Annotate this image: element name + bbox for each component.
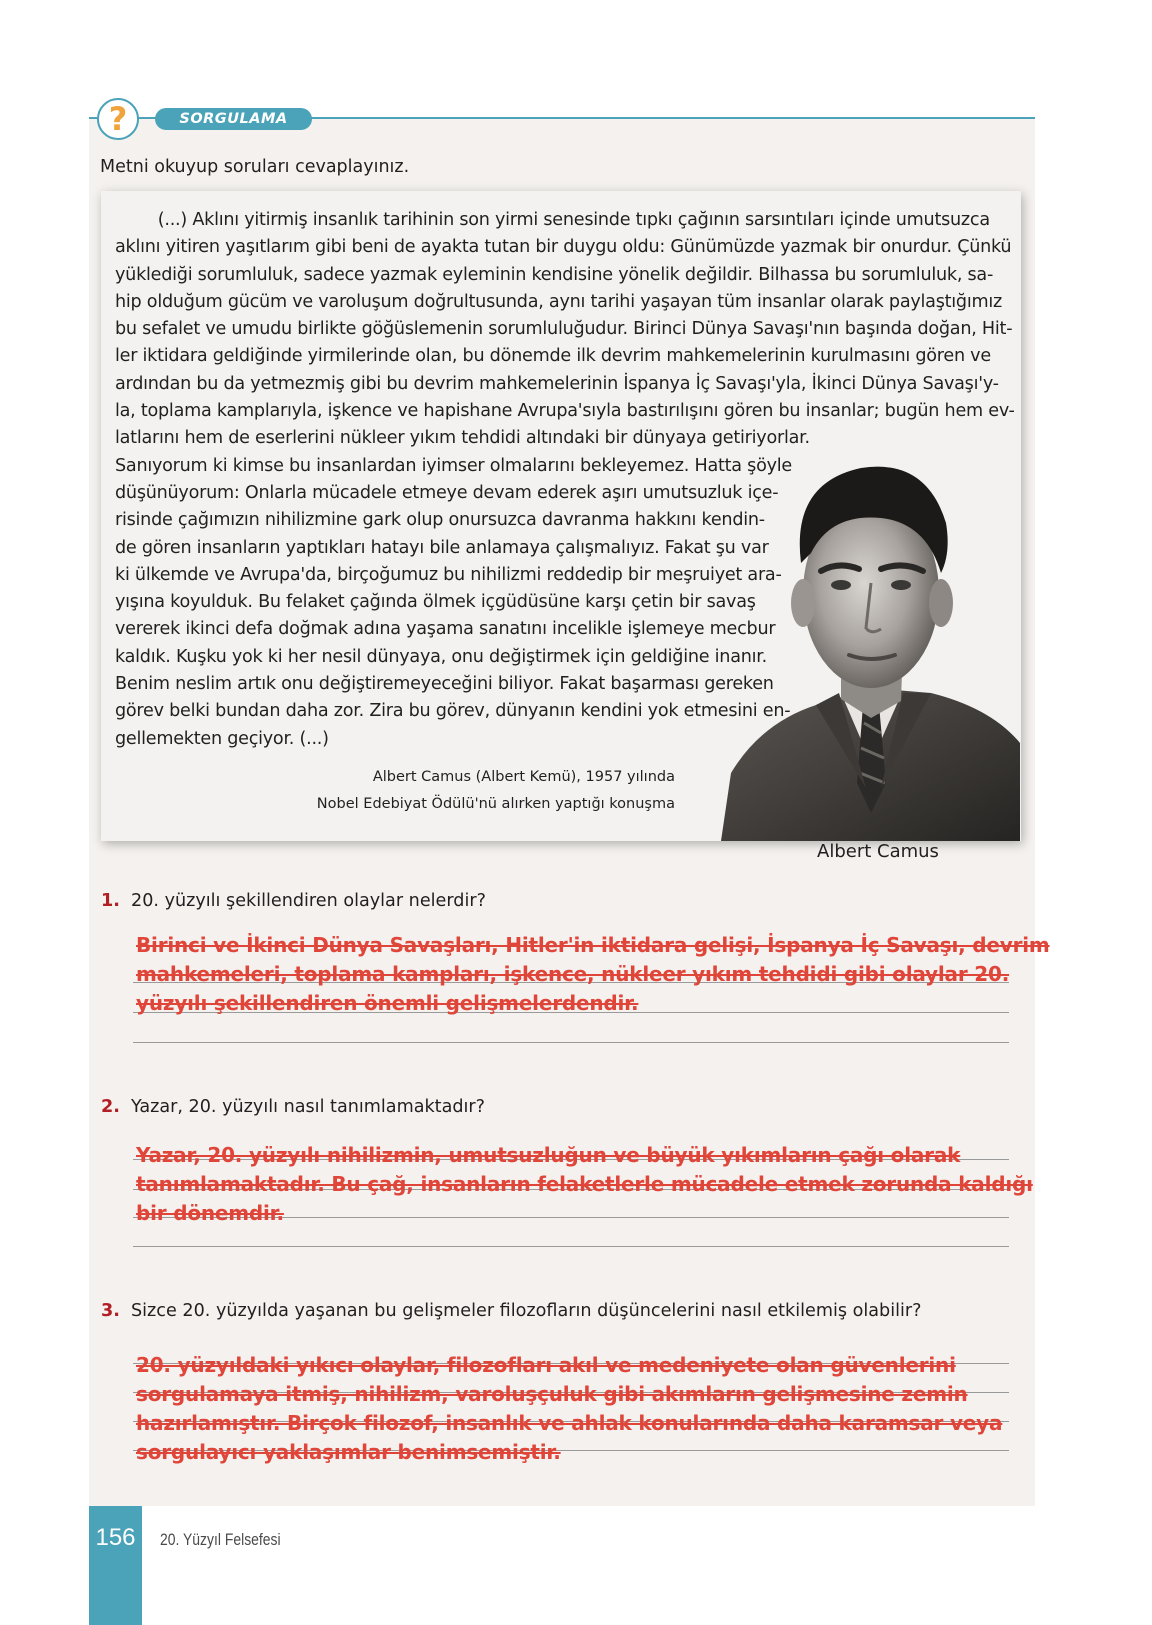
answer-line: sorgulayıcı yaklaşımlar benimsemiştir.	[136, 1440, 561, 1464]
passage-line: Sanıyorum ki kimse bu insanlardan iyimser olmalarını bekleyemez. Hatta şöyle	[115, 455, 792, 476]
passage-line: düşünüyorum: Onlarla mücadele etmeye devam ederek aşırı umutsuzluk içe-	[115, 482, 779, 503]
question-text: Sizce 20. yüzyılda yaşanan bu gelişmeler filozofların düşüncelerini nasıl etkilemiş olabilir?	[131, 1301, 922, 1321]
answer-line: bir dönemdir.	[136, 1201, 284, 1225]
source-line: Nobel Edebiyat Ödülü'nü alırken yaptığı konuşma	[316, 796, 675, 812]
author-portrait	[721, 443, 1020, 841]
question-text: 20. yüzyılı şekillendiren olaylar nelerdir?	[131, 891, 486, 911]
passage-card	[101, 191, 1021, 841]
question-mark-icon: ?	[97, 98, 139, 140]
passage-line: (...) Aklını yitirmiş insanlık tarihinin son yirmi senesinde tıpkı çağının sarsıntıları içinde umutsuzca	[115, 210, 990, 230]
answer-rule	[133, 1042, 1009, 1043]
instruction-text: Metni okuyup soruları cevaplayınız.	[100, 157, 410, 177]
photo-caption: Albert Camus	[817, 841, 939, 862]
answer-line: Birinci ve İkinci Dünya Savaşları, Hitler'in iktidara gelişi, İspanya İç Savaşı, devrim	[136, 933, 1050, 957]
passage-line: gellemekten geçiyor. (...)	[115, 728, 329, 749]
answer-line: Yazar, 20. yüzyılı nihilizmin, umutsuzluğun ve büyük yıkımların çağı olarak	[136, 1143, 961, 1167]
answer-line: sorgulamaya itmiş, nihilizm, varoluşçuluk gibi akımların gelişmesine zemin	[136, 1382, 968, 1406]
passage-line: Benim neslim artık onu değiştiremeyeceğini biliyor. Fakat başarması gereken	[115, 674, 774, 695]
passage-line: hip olduğum gücüm ve varoluşum doğrultusunda, aynı tarihi yaşayan tüm insanlar olarak paylaştığımız	[115, 291, 1002, 312]
passage-line: ardından bu da yetmezmiş gibi bu devrim mahkemelerinin İspanya İç Savaşı'yla, İkinci Dünya Savaşı'y-	[115, 373, 999, 394]
chapter-title: 20. Yüzyıl Felsefesi	[160, 1530, 281, 1549]
question-2	[101, 1097, 485, 1117]
passage-line: la, toplama kamplarıyla, işkence ve hapishane Avrupa'sıyla bastırılışını gören bu insanlar; bugün hem ev-	[115, 401, 1015, 422]
passage-line: yüklediği sorumluluk, sadece yazmak eyleminin kendisine yönelik değildir. Bilhassa bu sorumluluk, sa-	[115, 264, 994, 285]
passage-line: ler iktidara geldiğinde yirmilerinde olan, bu dönemde ilk devrim mahkemelerinin kurulmasını gören ve	[115, 346, 991, 367]
question-number: 1.	[101, 891, 120, 911]
passage-line: aklını yitiren yaşıtlarım gibi beni de ayakta tutan bir duygu oldu: Günümüzde yazmak bir onurdur. Çünkü	[115, 237, 1012, 258]
question-1	[101, 891, 486, 911]
answer-line: 20. yüzyıldaki yıkıcı olaylar, filozofları akıl ve medeniyete olan güvenlerini	[136, 1353, 956, 1377]
passage-line: risinde çağımızın nihilizmine gark olup onursuzca davranma hakkını kendin-	[115, 510, 765, 531]
passage-line: kaldık. Kuşku yok ki her nesil dünyaya, onu değiştirmek için geldiğine inanır.	[115, 646, 767, 667]
answer-line: tanımlamaktadır. Bu çağ, insanların felaketlerle mücadele etmek zorunda kaldığı	[136, 1172, 1033, 1196]
passage-line: bu sefalet ve umudu birlikte göğüslemenin sorumluluğudur. Birinci Dünya Savaşı'nın başında doğan, Hit-	[115, 319, 1013, 340]
section-label: SORGULAMA	[155, 108, 312, 130]
question-text: Yazar, 20. yüzyılı nasıl tanımlamaktadır?	[131, 1097, 485, 1117]
passage-line: yışına koyulduk. Bu felaket çağında ölmek içgüdüsüne karşı çetin bir savaş	[115, 592, 756, 613]
passage-line: ki ülkemde ve Avrupa'da, birçoğumuz bu nihilizmi reddedip bir meşruiyet ara-	[115, 564, 782, 585]
answer-rule	[133, 1246, 1009, 1247]
answer-line: yüzyılı şekillendiren önemli gelişmelerdendir.	[136, 991, 639, 1015]
page-number: 156	[95, 1524, 136, 1551]
passage-line: de gören insanların yaptıkları hatayı bile anlamaya çalışmalıyız. Fakat şu var	[115, 537, 769, 558]
source-line: Albert Camus (Albert Kemü), 1957 yılında	[372, 769, 675, 785]
passage-line: latlarını hem de eserlerini nükleer yıkım tehdidi altındaki bir dünyaya getiriyorlar.	[115, 428, 810, 449]
passage-line: vererek ikinci defa doğmak adına yaşama sanatını incelikle işlemeye mecbur	[115, 619, 776, 640]
answer-line: mahkemeleri, toplama kampları, işkence, nükleer yıkım tehdidi gibi olaylar 20.	[136, 962, 1010, 986]
passage-line: görev belki bundan daha zor. Zira bu görev, dünyanın kendini yok etmesini en-	[115, 701, 791, 722]
question-number: 2.	[101, 1097, 120, 1117]
question-number: 3.	[101, 1301, 120, 1321]
answer-line: hazırlamıştır. Birçok filozof, insanlık ve ahlak konularında daha karamsar veya	[136, 1411, 1003, 1435]
question-3	[101, 1301, 921, 1321]
